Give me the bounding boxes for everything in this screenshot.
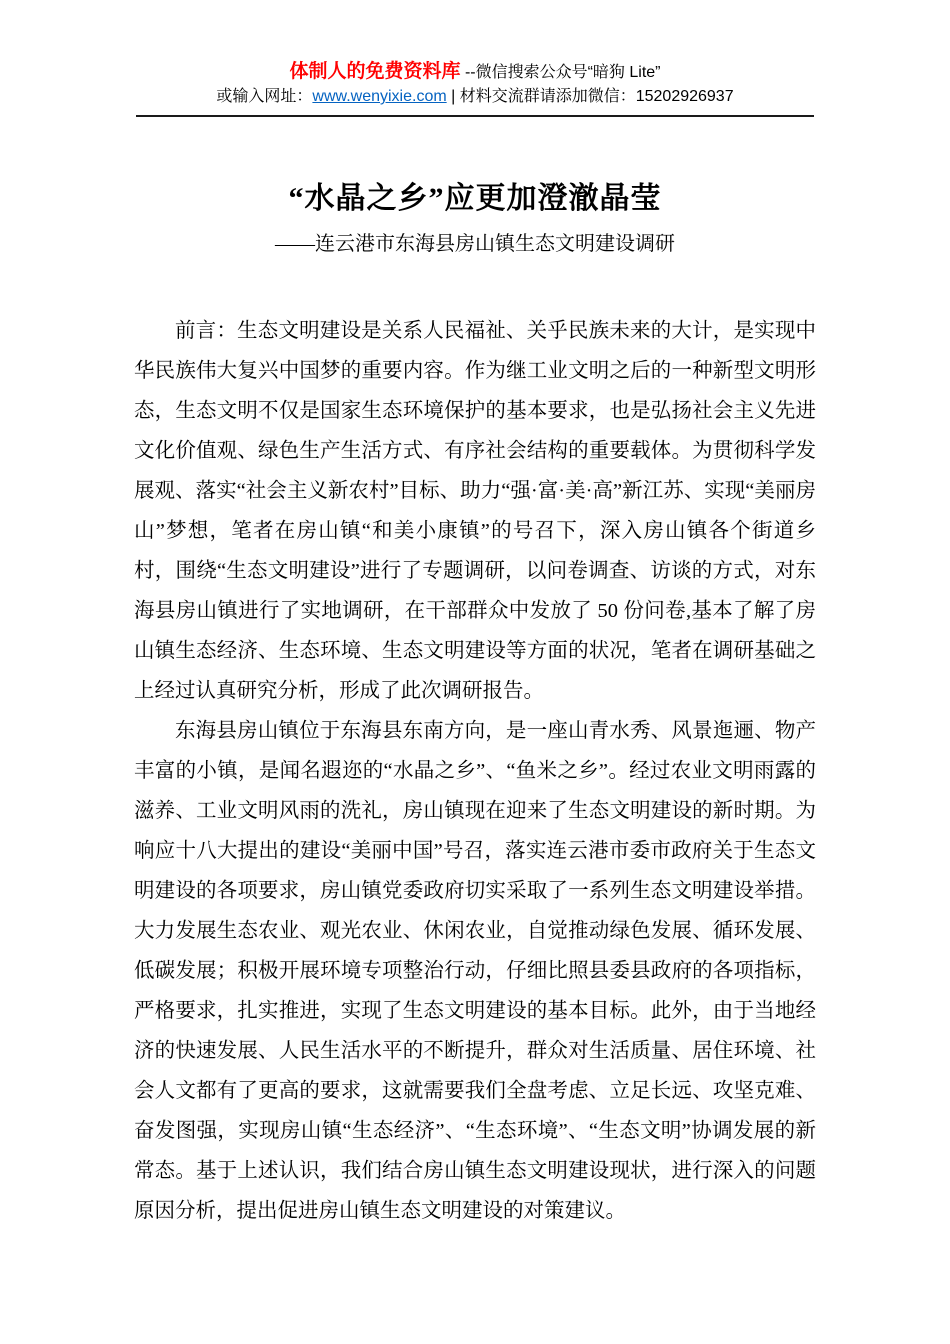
brand-title: 体制人的免费资料库 [289, 61, 461, 82]
doc-title: “水晶之乡”应更加澄澈晶莹 [288, 182, 662, 215]
website-link[interactable]: www.wenyixie.com [312, 88, 447, 105]
website-label: 或输入网址： [216, 88, 313, 105]
promo-header-line1 [136, 60, 814, 84]
doc-subtitle: ——连云港市东海县房山镇生态文明建设调研 [275, 233, 675, 255]
promo-header [136, 0, 814, 117]
document-page [134, 179, 816, 1231]
brand-subtitle: --微信搜索公众号“暗狗 Lite” [460, 64, 661, 81]
wechat-contact-text: | 材料交流群请添加微信：15202926937 [446, 88, 734, 105]
paragraph-preface: 前言：生态文明建设是关系人民福祉、关乎民族未来的大计，是实现中华民族伟大复兴中国梦的重要内容。作为继工业文明之后的一种新型文明形态，生态文明不仅是国家生态环境保护的基本要求，也是弘扬社会主义先进文化价值观、绿色生产生活方式、有序社会结构的重要载体。为贯彻科学发展观、落实“社会主义新农村”目标、助力“强·富·美·高”新江苏、实现“美丽房山”梦想，笔者在房山镇“和美小康镇”的号召下，深入房山镇各个街道乡村，围绕“生态文明建设”进行了专题调研，以问卷调查、访谈的方式，对东海县房山镇进行了实地调研，在干部群众中发放了 50 份问卷,基本了解了房山镇生态经济、生态环境、生态文明建设等方面的状况，笔者在调研基础之上经过认真研究分析，形成了此次调研报告。 [134, 320, 816, 702]
promo-header-line2 [136, 85, 814, 108]
paragraph-overview: 东海县房山镇位于东海县东南方向，是一座山青水秀、风景迤逦、物产丰富的小镇，是闻名遐迩的“水晶之乡”、“鱼米之乡”。经过农业文明雨露的滋养、工业文明风雨的洗礼，房山镇现在迎来了生态文明建设的新时期。为响应十八大提出的建设“美丽中国”号召，落实连云港市委市政府关于生态文明建设的各项要求，房山镇党委政府切实采取了一系列生态文明建设举措。大力发展生态农业、观光农业、休闲农业，自觉推动绿色发展、循环发展、低碳发展；积极开展环境专项整治行动，仔细比照县委县政府的各项指标，严格要求，扎实推进，实现了生态文明建设的基本目标。此外，由于当地经济的快速发展、人民生活水平的不断提升，群众对生活质量、居住环境、社会人文都有了更高的要求，这就需要我们全盘考虑、立足长远、攻坚克难、奋发图强，实现房山镇“生态经济”、“生态环境”、“生态文明”协调发展的新常态。基于上述认识，我们结合房山镇生态文明建设现状，进行深入的问题原因分析，提出促进房山镇生态文明建设的对策建议。 [134, 720, 816, 1222]
doc-body [134, 311, 816, 1231]
